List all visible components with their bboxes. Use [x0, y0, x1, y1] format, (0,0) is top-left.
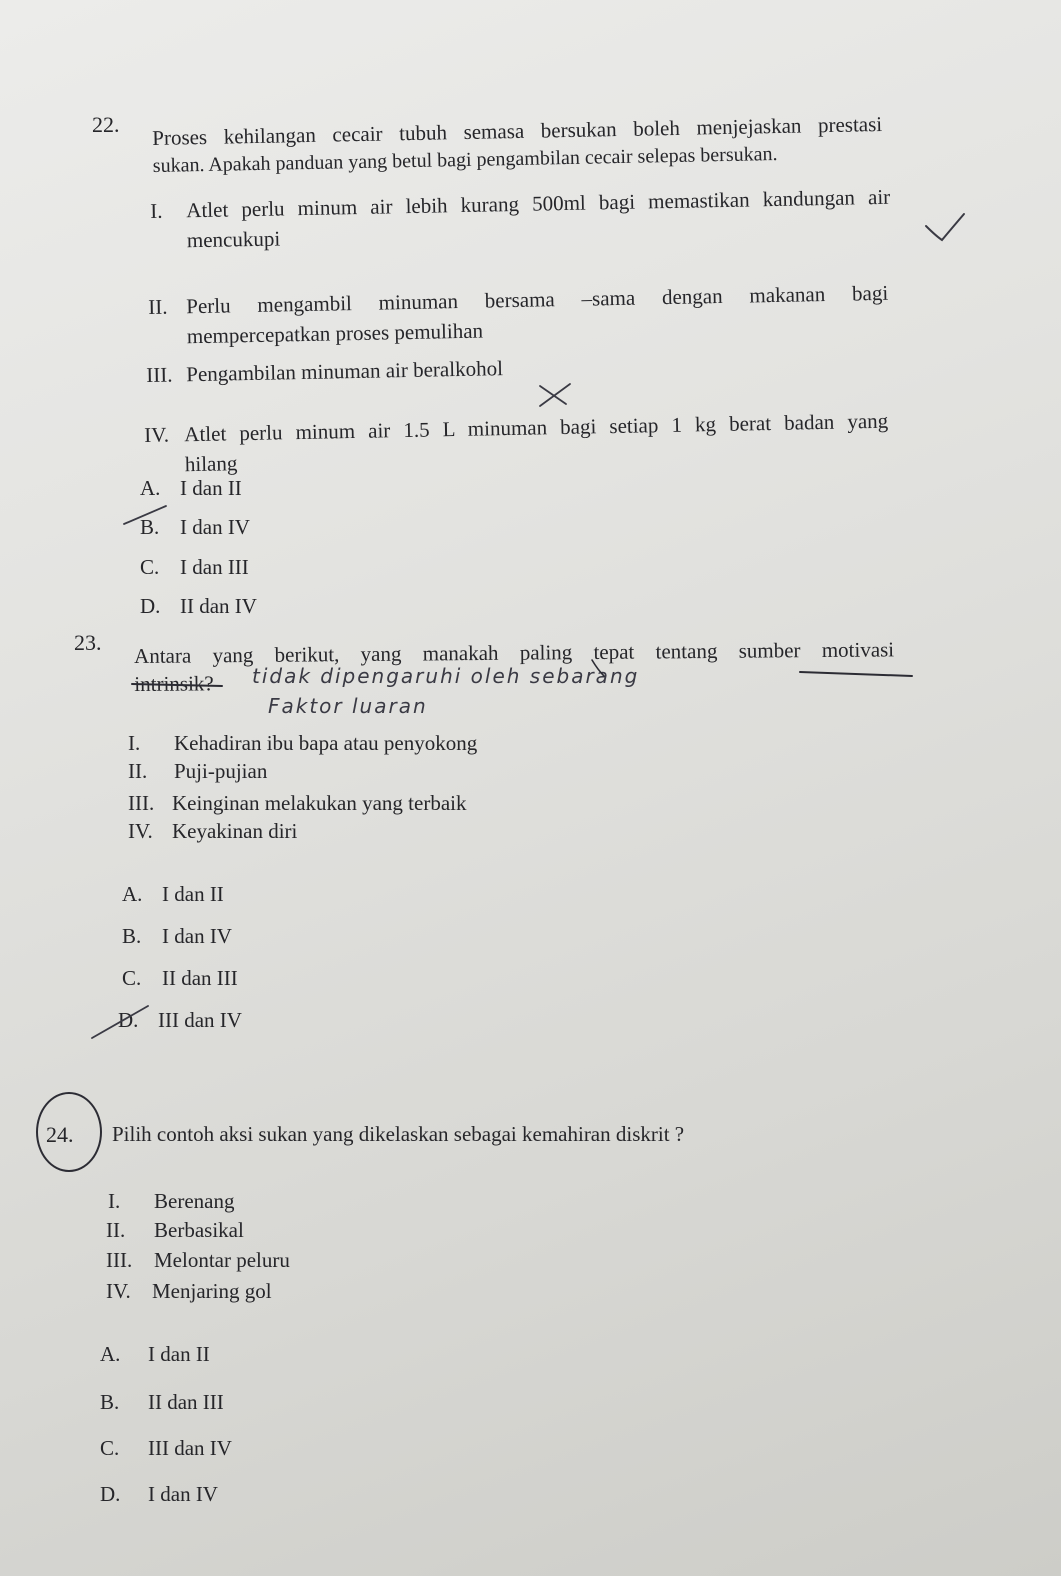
question-23-option-c[interactable]: C. II dan III — [122, 966, 238, 990]
statement-roman: IV. — [144, 422, 170, 447]
statement-text-cont: mencukupi — [186, 226, 281, 253]
question-23-text-line1: Antara yang berikut, yang manakah paling tepat tentang sumber motivasi — [134, 637, 895, 668]
answer-slash-q22-icon — [124, 506, 166, 524]
question-22-option-b[interactable]: B. I dan IV — [140, 515, 250, 539]
question-22-text-line2: sukan. Apakah panduan yang betul bagi pengambilan cecair selepas bersukan. — [152, 142, 778, 177]
question-24-option-c[interactable]: C. III dan IV — [100, 1436, 232, 1460]
question-22-text-line1: Proses kehilangan cecair tubuh semasa bersukan boleh menjejaskan prestasi — [152, 111, 883, 150]
underline-motivasi — [800, 672, 912, 676]
question-23-option-d[interactable]: D. III dan IV — [118, 1008, 242, 1032]
statement-roman: I. — [150, 198, 163, 223]
question-23-statement-4: IV. Keyakinan diri — [128, 819, 298, 843]
statement-text: Pengambilan minuman air beralkohol — [186, 356, 504, 387]
answer-slash-q23-icon — [92, 1006, 148, 1038]
question-23-statement-3: III. Keinginan melakukan yang terbaik — [128, 791, 467, 815]
statement-text-cont: mempercepatkan proses pemulihan — [186, 318, 484, 349]
question-23-number: 23. — [74, 630, 102, 655]
question-22-number: 22. — [92, 112, 120, 137]
underline-intrinsik — [132, 684, 222, 686]
handwritten-note-line2: Faktor luaran — [268, 694, 428, 718]
question-24-statement-2: II. Berbasikal — [106, 1218, 244, 1242]
check-mark-icon — [926, 214, 964, 240]
question-24-statement-1: I. Berenang — [108, 1189, 235, 1213]
question-24-statement-3: III. Melontar peluru — [106, 1248, 290, 1272]
statement-text: Atlet perlu minum air 1.5 L minuman bagi setiap 1 kg berat badan yang — [184, 408, 889, 447]
question-24-option-b[interactable]: B. II dan III — [100, 1390, 224, 1414]
question-23-statement-1: I. Kehadiran ibu bapa atau penyokong — [128, 731, 478, 755]
question-24-option-a[interactable]: A. I dan II — [100, 1342, 210, 1366]
question-24-option-d[interactable]: D. I dan IV — [100, 1482, 218, 1506]
question-23-option-b[interactable]: B. I dan IV — [122, 924, 232, 948]
question-24-text: Pilih contoh aksi sukan yang dikelaskan sebagai kemahiran diskrit ? — [112, 1122, 685, 1146]
statement-roman: III. — [146, 362, 173, 387]
cross-mark-icon — [540, 384, 570, 406]
pen-tick-mark — [592, 660, 604, 676]
question-22-option-d[interactable]: D. II dan IV — [140, 594, 257, 618]
question-22-option-a[interactable]: A. I dan II — [140, 476, 242, 500]
question-23-statement-2: II. Puji-pujian — [128, 759, 268, 783]
statement-text-cont: hilang — [184, 451, 238, 477]
statement-text: Perlu mengambil minuman bersama –sama dengan makanan bagi — [186, 280, 889, 319]
statement-text: Atlet perlu minum air lebih kurang 500ml bagi memastikan kandungan air — [186, 184, 891, 223]
question-24-number: 24. — [46, 1122, 74, 1147]
handwritten-note-line1: tidak dipengaruhi oleh sebarang — [252, 664, 640, 688]
question-24-statement-4: IV. Menjaring gol — [106, 1279, 272, 1303]
question-23-option-a[interactable]: A. I dan II — [122, 882, 224, 906]
question-23-text-line2: intrinsik? — [134, 671, 214, 696]
statement-roman: II. — [148, 294, 168, 319]
question-22-option-c[interactable]: C. I dan III — [140, 555, 249, 579]
